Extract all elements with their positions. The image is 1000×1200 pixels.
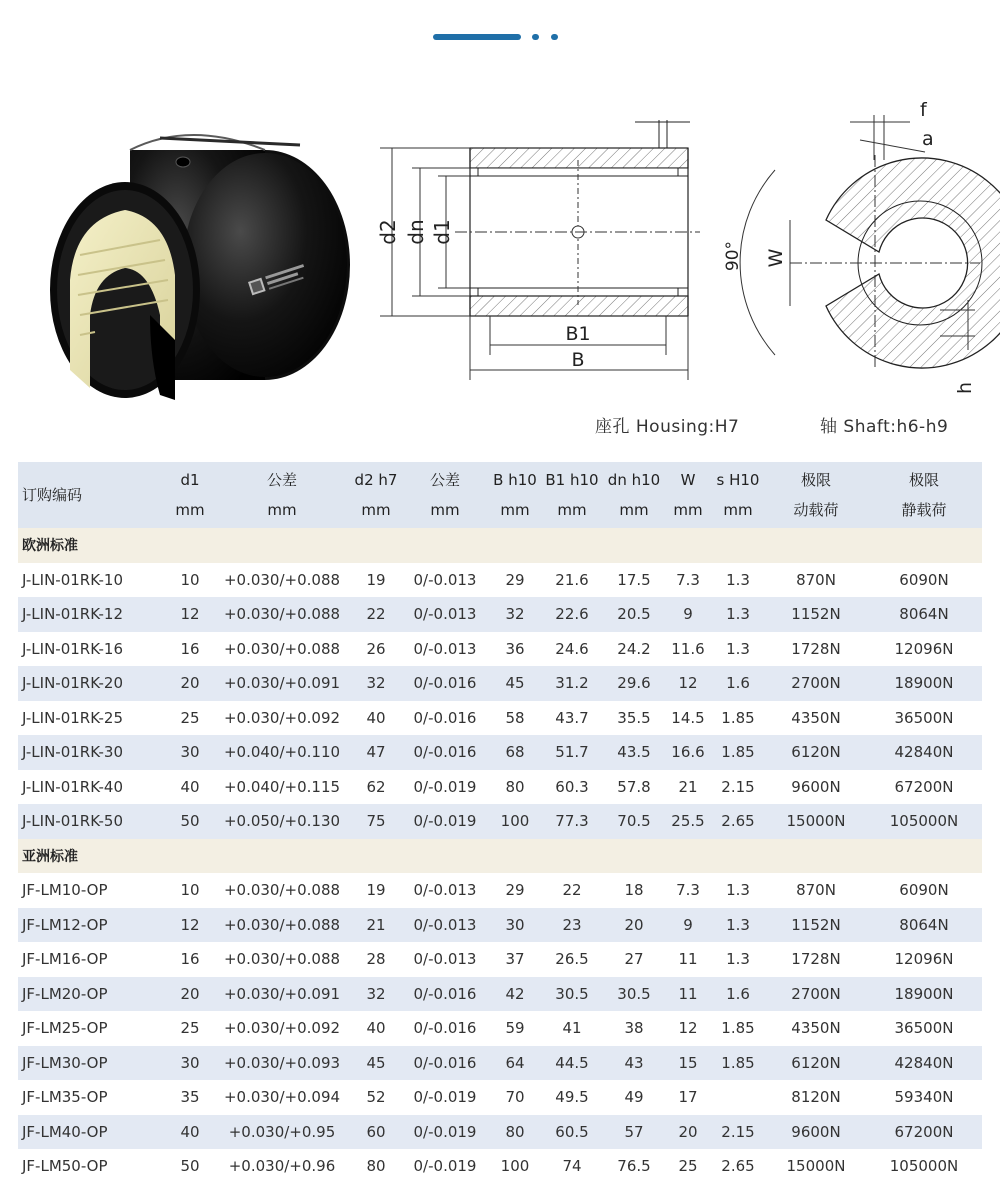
table-cell: 0/-0.016	[402, 735, 488, 770]
table-cell: 25.5	[666, 804, 710, 839]
table-body	[18, 528, 982, 1184]
table-cell: 105000N	[866, 804, 982, 839]
table-cell: 8064N	[866, 908, 982, 943]
table-cell: +0.030/+0.091	[214, 666, 350, 701]
table-cell: +0.030/+0.95	[214, 1115, 350, 1150]
table-cell: 62	[366, 777, 386, 796]
table-row	[18, 1011, 982, 1046]
column-header-unit: mm	[361, 501, 391, 519]
table-cell: 40	[180, 777, 200, 796]
table-cell: 9600N	[791, 777, 841, 796]
table-cell: 74	[562, 1157, 582, 1176]
column-header-unit: mm	[673, 501, 703, 519]
table-cell: 0/-0.013	[402, 908, 488, 943]
table-cell: 59340N	[894, 1088, 954, 1107]
table-cell: 22	[350, 597, 402, 632]
table-cell: 30	[488, 908, 542, 943]
table-cell: +0.040/+0.115	[223, 777, 341, 796]
column-header-unit: mm	[430, 501, 460, 519]
column-header-unit: mm	[557, 501, 587, 519]
table-cell: 2.15	[710, 1115, 766, 1150]
column-header-label: 极限	[908, 471, 939, 489]
table-cell: 43.5	[602, 735, 666, 770]
table-cell: 0/-0.016	[402, 666, 488, 701]
table-cell: 0/-0.019	[402, 1115, 488, 1150]
table-cell: 32	[350, 666, 402, 701]
table-cell: 1152N	[766, 908, 866, 943]
order-code-cell: JF-LM16-OP	[22, 950, 108, 969]
dim-d2: d2	[376, 219, 400, 245]
table-row	[18, 563, 982, 598]
column-header-unit: 动载荷	[793, 501, 839, 519]
table-row	[18, 1046, 982, 1081]
table-cell: +0.030/+0.088	[223, 639, 341, 658]
table-cell: 40	[166, 1115, 214, 1150]
column-header	[214, 462, 350, 528]
table-cell: 36	[505, 639, 525, 658]
table-cell: 20	[602, 908, 666, 943]
dim-B1: B1	[565, 323, 591, 345]
order-code-cell: J-LIN-01RK-50	[18, 804, 166, 839]
order-code-cell: J-LIN-01RK-30	[18, 735, 166, 770]
table-row	[18, 977, 982, 1012]
table-cell: 8064N	[866, 597, 982, 632]
product-photo	[50, 135, 350, 400]
table-row	[18, 701, 982, 736]
table-cell: 15000N	[786, 1157, 846, 1176]
figure-drawing	[0, 100, 1000, 410]
table-cell: 35.5	[617, 708, 651, 727]
table-cell: +0.030/+0.088	[223, 881, 341, 900]
order-code-cell: J-LIN-01RK-20	[18, 666, 166, 701]
table-row	[18, 666, 982, 701]
table-row	[18, 1149, 982, 1184]
table-cell: 21.6	[555, 570, 589, 589]
table-cell: 1.6	[710, 977, 766, 1012]
table-cell: 15000N	[766, 804, 866, 839]
table-cell: 0/-0.013	[413, 950, 477, 969]
table-cell: 36500N	[894, 1019, 954, 1038]
table-cell: +0.030/+0.088	[214, 908, 350, 943]
order-code-cell: J-LIN-01RK-10	[22, 570, 123, 589]
table-cell: 20	[166, 977, 214, 1012]
table-cell: 16	[180, 639, 200, 658]
table-cell: 1.85	[710, 1046, 766, 1081]
table-cell: 0/-0.019	[402, 804, 488, 839]
table-cell: 70.5	[602, 804, 666, 839]
table-cell: 44.5	[542, 1046, 602, 1081]
table-cell: 9	[666, 597, 710, 632]
table-cell: 0/-0.019	[413, 1157, 477, 1176]
table-cell: 26.5	[555, 950, 589, 969]
dim-d1: d1	[430, 219, 454, 245]
table-cell: 11	[678, 950, 698, 969]
column-header-label: B1 h10	[545, 471, 599, 489]
table-cell: 12096N	[894, 950, 954, 969]
column-header-label: W	[680, 471, 696, 489]
table-cell: 27	[624, 950, 644, 969]
table-cell: 60	[350, 1115, 402, 1150]
table-cell: +0.030/+0.093	[214, 1046, 350, 1081]
table-cell: 52	[366, 1088, 386, 1107]
table-cell: 30.5	[602, 977, 666, 1012]
column-header-label: s H10	[716, 471, 760, 489]
table-cell: 2.65	[721, 1157, 755, 1176]
table-cell: 59	[505, 1019, 525, 1038]
column-header-unit: mm	[267, 501, 297, 519]
table-cell: 21	[350, 908, 402, 943]
column-header-label: 极限	[800, 471, 831, 489]
dim-dn: dn	[404, 219, 428, 245]
divider-bar	[433, 34, 521, 40]
table-cell: +0.030/+0.088	[214, 597, 350, 632]
table-cell: 29.6	[602, 666, 666, 701]
table-cell: 24.6	[555, 639, 589, 658]
table-cell: 64	[488, 1046, 542, 1081]
table-cell: 68	[488, 735, 542, 770]
table-cell: 870N	[796, 570, 836, 589]
column-header-label: dn h10	[607, 471, 661, 489]
table-cell: 870N	[796, 881, 836, 900]
table-cell: 16	[180, 950, 200, 969]
column-header-unit: mm	[175, 501, 205, 519]
table-cell: 80	[505, 777, 525, 796]
order-code-cell: JF-LM12-OP	[18, 908, 166, 943]
table-cell: 2700N	[766, 666, 866, 701]
column-header	[166, 462, 214, 528]
order-code-cell: JF-LM30-OP	[18, 1046, 166, 1081]
order-code-cell: JF-LM25-OP	[22, 1019, 108, 1038]
technical-figure	[0, 100, 1000, 410]
dim-angle: 90°	[723, 240, 743, 272]
table-cell: 25	[180, 1019, 200, 1038]
table-cell: 47	[350, 735, 402, 770]
table-cell: 22	[562, 881, 582, 900]
table-row	[18, 942, 982, 977]
shaft-tolerance: 轴 Shaft:h6-h9	[820, 417, 949, 437]
section-row	[18, 528, 982, 563]
table-cell: +0.030/+0.088	[223, 950, 341, 969]
table-cell: 43	[602, 1046, 666, 1081]
column-header-label: d1	[180, 471, 200, 489]
table-cell: 1.85	[710, 735, 766, 770]
table-cell: 49.5	[555, 1088, 589, 1107]
table-cell: 1.6	[710, 666, 766, 701]
table-cell: 30	[166, 735, 214, 770]
table-cell: 12	[678, 1019, 698, 1038]
column-header-unit: 静载荷	[901, 501, 947, 519]
column-header-label: B h10	[493, 471, 537, 489]
table-cell: 29	[505, 881, 525, 900]
column-header	[602, 462, 666, 528]
table-cell: 80	[488, 1115, 542, 1150]
table-cell: 20	[166, 666, 214, 701]
table-cell: 18900N	[866, 666, 982, 701]
column-header	[402, 462, 488, 528]
table-cell: 40	[366, 708, 386, 727]
table-cell: 57	[602, 1115, 666, 1150]
table-cell: 38	[624, 1019, 644, 1038]
table-cell: 1.85	[721, 1019, 755, 1038]
table-cell: 29	[505, 570, 525, 589]
table-row	[18, 1080, 982, 1115]
table-cell: 2700N	[766, 977, 866, 1012]
table-row	[18, 804, 982, 839]
table-cell: 18	[624, 881, 644, 900]
table-cell: 36500N	[894, 708, 954, 727]
table-cell: 6090N	[899, 881, 949, 900]
table-cell: 28	[366, 950, 386, 969]
column-header-unit: mm	[619, 501, 649, 519]
end-view	[723, 100, 1000, 394]
table-cell: 0/-0.013	[413, 639, 477, 658]
table-cell: 11	[666, 977, 710, 1012]
table-cell: 70	[505, 1088, 525, 1107]
table-cell: 67200N	[866, 1115, 982, 1150]
order-code-cell: JF-LM40-OP	[18, 1115, 166, 1150]
column-header-label: 公差	[429, 471, 460, 489]
section-title: 亚洲标准	[18, 839, 982, 874]
table-cell: +0.050/+0.130	[214, 804, 350, 839]
column-header-label: 公差	[266, 471, 297, 489]
table-cell: 40	[366, 1019, 386, 1038]
table-cell: 100	[488, 804, 542, 839]
table-cell: 0/-0.013	[413, 881, 477, 900]
table-cell: 45	[488, 666, 542, 701]
column-header	[488, 462, 542, 528]
table-cell: +0.030/+0.094	[223, 1088, 341, 1107]
table-cell: 10	[180, 881, 200, 900]
table-cell: 0/-0.013	[413, 570, 477, 589]
table-cell: 60.5	[542, 1115, 602, 1150]
table-cell: 17	[678, 1088, 698, 1107]
dim-h: h	[954, 381, 976, 395]
table-cell: 50	[180, 1157, 200, 1176]
column-header	[18, 462, 166, 528]
table-row	[18, 908, 982, 943]
table-cell: 19	[366, 570, 386, 589]
order-code-cell: J-LIN-01RK-12	[18, 597, 166, 632]
order-code-cell: J-LIN-01RK-40	[22, 777, 123, 796]
table-cell: 1728N	[791, 950, 841, 969]
table-cell: 6120N	[766, 1046, 866, 1081]
table-cell: 24.2	[617, 639, 651, 658]
table-row	[18, 735, 982, 770]
column-header	[710, 462, 766, 528]
table-cell: 76.5	[617, 1157, 651, 1176]
table-cell: 0/-0.013	[402, 597, 488, 632]
spec-table	[18, 462, 982, 1184]
dim-W: W	[765, 248, 787, 268]
table-cell: 1.85	[721, 708, 755, 727]
table-cell: 0/-0.019	[413, 1088, 477, 1107]
table-cell: 57.8	[617, 777, 651, 796]
table-cell: 1.3	[726, 639, 750, 658]
side-section-view	[376, 120, 700, 380]
table-cell: 0/-0.016	[413, 708, 477, 727]
table-cell: 15	[666, 1046, 710, 1081]
table-cell: 19	[366, 881, 386, 900]
order-code-cell: JF-LM10-OP	[22, 881, 108, 900]
table-row	[18, 770, 982, 805]
column-header	[866, 462, 982, 528]
table-cell: +0.030/+0.091	[214, 977, 350, 1012]
table-cell: 0/-0.016	[413, 1019, 477, 1038]
table-cell: 6090N	[899, 570, 949, 589]
table-cell: 1.3	[726, 881, 750, 900]
order-code-cell: JF-LM20-OP	[18, 977, 166, 1012]
table-row	[18, 873, 982, 908]
table-cell: 67200N	[894, 777, 954, 796]
table-cell: 26	[366, 639, 386, 658]
table-cell: 4350N	[791, 708, 841, 727]
table-cell: 30.5	[542, 977, 602, 1012]
divider-dot	[551, 34, 558, 40]
table-cell: 17.5	[617, 570, 651, 589]
table-cell: 1152N	[766, 597, 866, 632]
table-cell: 25	[180, 708, 200, 727]
table-cell: 14.5	[671, 708, 705, 727]
table-cell: 1.3	[726, 950, 750, 969]
table-cell: 35	[180, 1088, 200, 1107]
table-cell: 12	[666, 666, 710, 701]
table-cell	[710, 1080, 766, 1115]
table-cell: 41	[562, 1019, 582, 1038]
table-cell: 9	[666, 908, 710, 943]
column-header-unit: mm	[500, 501, 530, 519]
dim-a: a	[922, 128, 934, 150]
table-cell: 32	[488, 597, 542, 632]
table-cell: 9600N	[766, 1115, 866, 1150]
table-cell: 77.3	[542, 804, 602, 839]
column-header-label: 订购编码	[22, 486, 83, 504]
table-cell: 80	[366, 1157, 386, 1176]
table-cell: 20	[666, 1115, 710, 1150]
table-cell: 100	[500, 1157, 530, 1176]
table-cell: 0/-0.016	[402, 1046, 488, 1081]
dim-B: B	[571, 349, 585, 371]
table-cell: 75	[350, 804, 402, 839]
dim-f: f	[920, 100, 927, 121]
table-cell: 6120N	[766, 735, 866, 770]
table-cell: 23	[542, 908, 602, 943]
order-code-cell: J-LIN-01RK-25	[22, 708, 123, 727]
table-cell: 22.6	[542, 597, 602, 632]
table-cell: 0/-0.019	[413, 777, 477, 796]
table-cell: 2.15	[721, 777, 755, 796]
table-cell: 32	[350, 977, 402, 1012]
table-cell: 25	[678, 1157, 698, 1176]
table-cell: 31.2	[542, 666, 602, 701]
table-cell: 18900N	[866, 977, 982, 1012]
column-header-unit: mm	[723, 501, 753, 519]
header-row	[18, 462, 982, 528]
table-cell: +0.030/+0.96	[228, 1157, 336, 1176]
table-cell: 42840N	[866, 1046, 982, 1081]
table-cell: 105000N	[889, 1157, 959, 1176]
table-cell: 0/-0.016	[402, 977, 488, 1012]
table-cell: 16.6	[666, 735, 710, 770]
table-row	[18, 632, 982, 667]
table-cell: +0.030/+0.092	[223, 708, 341, 727]
table-cell: +0.030/+0.088	[223, 570, 341, 589]
table-cell: 1.3	[710, 908, 766, 943]
table-cell: 21	[678, 777, 698, 796]
table-cell: 1.3	[710, 597, 766, 632]
table-cell: 45	[350, 1046, 402, 1081]
column-header-label: d2 h7	[354, 471, 398, 489]
column-header	[666, 462, 710, 528]
table-row	[18, 597, 982, 632]
section-title: 欧洲标准	[18, 528, 982, 563]
table-cell: 1728N	[791, 639, 841, 658]
table-cell: 30	[166, 1046, 214, 1081]
table-cell: 51.7	[542, 735, 602, 770]
table-cell: +0.040/+0.110	[214, 735, 350, 770]
table-cell: 20.5	[602, 597, 666, 632]
table-cell: 58	[505, 708, 525, 727]
table-cell: 60.3	[555, 777, 589, 796]
section-row	[18, 839, 982, 874]
table-cell: 43.7	[555, 708, 589, 727]
table-cell: 8120N	[791, 1088, 841, 1107]
order-code-cell: J-LIN-01RK-16	[22, 639, 123, 658]
table-cell: 11.6	[671, 639, 705, 658]
table-cell: 1.3	[726, 570, 750, 589]
table-cell: 2.65	[710, 804, 766, 839]
table-cell: 10	[180, 570, 200, 589]
table-cell: 49	[624, 1088, 644, 1107]
column-header	[350, 462, 402, 528]
housing-tolerance: 座孔 Housing:H7	[595, 417, 740, 437]
table-cell: 12	[166, 908, 214, 943]
table-row	[18, 1115, 982, 1150]
table-cell: 42	[488, 977, 542, 1012]
table-cell: 50	[166, 804, 214, 839]
column-header	[766, 462, 866, 528]
divider-dot	[532, 34, 539, 40]
table-cell: 42840N	[866, 735, 982, 770]
table-cell: +0.030/+0.092	[223, 1019, 341, 1038]
order-code-cell: JF-LM35-OP	[22, 1088, 108, 1107]
table-cell: 37	[505, 950, 525, 969]
table-cell: 12	[166, 597, 214, 632]
table-cell: 4350N	[791, 1019, 841, 1038]
table-cell: 7.3	[676, 570, 700, 589]
order-code-cell: JF-LM50-OP	[22, 1157, 108, 1176]
table-header	[18, 462, 982, 528]
column-header	[542, 462, 602, 528]
table-cell: 12096N	[894, 639, 954, 658]
table-cell: 7.3	[676, 881, 700, 900]
